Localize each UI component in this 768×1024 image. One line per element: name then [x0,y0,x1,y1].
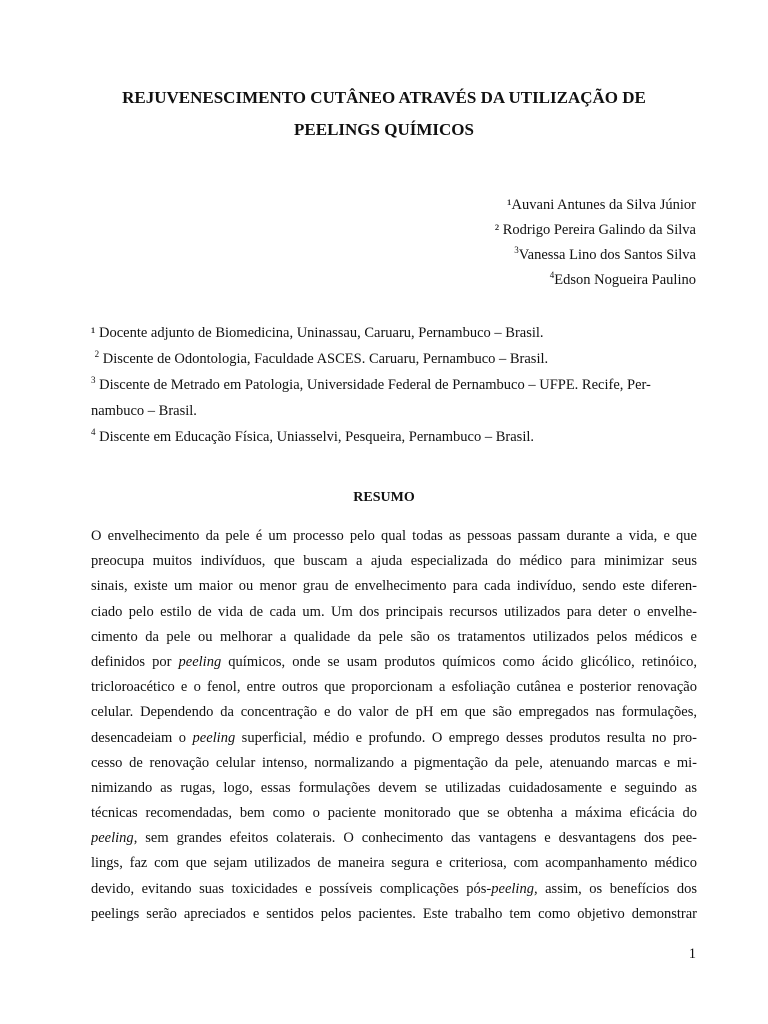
affiliation-text: Discente de Odontologia, Faculdade ASCES. Caruaru, Pernambuco – Brasil. [99,351,549,367]
abstract-italic-term: peeling [178,653,222,670]
abstract-text: celular. Dependendo da concentração e do valor de pH em que são empregados nas formulações, [91,704,697,721]
affiliation-text: Discente em Educação Física, Uniasselvi, Pesqueira, Pernambuco – Brasil. [95,429,535,445]
author-3 [495,243,696,268]
abstract-line [91,650,697,675]
abstract-text: peelings serão apreciados e sentidos pelos pacientes. Este trabalho tem como objetivo demonstrar [91,905,697,922]
abstract-text: tricloroacético e o fenol, entre outros que proporcionam a esfoliação cutânea e posterior renovação [91,679,697,696]
abstract-heading: RESUMO [353,490,415,505]
abstract-text: cesso de renovação celular intenso, normalizando a pigmentação da pele, atenuando marcas e mi- [91,754,697,771]
affiliation-text: Docente adjunto de Biomedicina, Uninassau, Caruaru, Pernambuco – Brasil. [95,325,544,341]
abstract-line [91,700,697,725]
abstract-line [91,524,697,549]
author-name: Auvani Antunes da Silva Júnior [511,197,696,213]
abstract-line [91,574,697,599]
abstract-line [91,751,697,776]
abstract-text: sinais, existe um maior ou menor grau de envelhecimento para cada indivíduo, sendo este diferen- [91,578,697,595]
author-1 [495,193,696,218]
abstract-text: , sem grandes efeitos colaterais. O conhecimento das vantagens e desvantagens dos pee- [133,830,697,847]
abstract-text: O envelhecimento da pele é um processo pelo qual todas as pessoas passam durante a vida, e que [91,528,697,544]
affiliation-text: Discente de Metrado em Patologia, Universidade Federal de Pernambuco – UFPE. Recife, Per- [95,377,651,393]
abstract-text: assim, os benefícios dos [537,880,697,897]
page-number: 1 [688,946,696,962]
affiliation-mark: 4 [91,427,96,437]
affiliation-3 [91,372,697,424]
abstract-line [91,877,697,902]
author-list [495,193,696,293]
affiliation-text-continued: nambuco – Brasil. [91,403,197,419]
author-mark: 3 [514,245,519,255]
abstract-line [91,726,697,751]
author-name: Rodrigo Pereira Galindo da Silva [499,222,696,238]
abstract-text: devido, evitando suas toxicidades e possíveis complicações pós- [91,880,492,897]
affiliation-1 [91,320,697,346]
abstract-text: nimizando as rugas, logo, essas formulações devem se utilizadas cuidadosamente e seguindo as [91,779,697,796]
abstract-text: ciado pelo estilo de vida de cada um. Um dos principais recursos utilizados para deter o envelhe- [91,603,697,620]
abstract-line [91,826,697,851]
abstract-text: superficial, médio e profundo. O emprego desses produtos resulta no pro- [235,729,697,746]
affiliation-list [91,320,697,450]
abstract-text: lings, faz com que sejam utilizados de maneira segura e criteriosa, com acompanhamento médico [91,855,697,872]
author-name: Edson Nogueira Paulino [554,272,696,288]
abstract-italic-term: peeling, [491,880,538,897]
author-4 [495,268,696,293]
abstract-text: cimento da pele ou melhorar a qualidade da pele são os tratamentos utilizados pelos médicos e [91,628,697,645]
abstract-line [91,776,697,801]
abstract-text: definidos por [91,653,179,670]
abstract-text: químicos, onde se usam produtos químicos como ácido glicólico, retinóico, [221,653,697,670]
author-name: Vanessa Lino dos Santos Silva [518,247,696,263]
abstract-line [91,549,697,574]
paper-title-line-1: REJUVENESCIMENTO CUTÂNEO ATRAVÉS DA UTILIZAÇÃO DE [122,88,646,107]
abstract-line [91,600,697,625]
abstract-italic-term: peeling [91,830,134,847]
abstract-text: desencadeiam o [91,729,193,746]
abstract-line [91,851,697,876]
affiliation-4 [91,424,697,450]
affiliation-mark: ¹ [91,325,96,341]
abstract-text: técnicas recomendadas, bem como o paciente monitorado que se obtenha a máxima eficácia do [91,805,697,822]
abstract-line [91,625,697,650]
author-2 [495,218,696,243]
author-mark: 4 [549,270,555,280]
abstract-body [91,524,697,927]
author-mark: ¹ [507,197,512,213]
paper-title-line-2: PEELINGS QUÍMICOS [294,120,474,139]
affiliation-mark: 3 [91,375,96,385]
abstract-line [91,902,697,927]
affiliation-mark: 2 [94,349,100,359]
affiliation-2 [91,346,697,372]
author-mark: ² [494,222,500,238]
abstract-text: preocupa muitos indivíduos, que buscam a ajuda especializada do médico para minimizar seus [91,553,697,570]
abstract-line [91,801,697,826]
abstract-italic-term: peeling [192,729,236,746]
abstract-line [91,675,697,700]
